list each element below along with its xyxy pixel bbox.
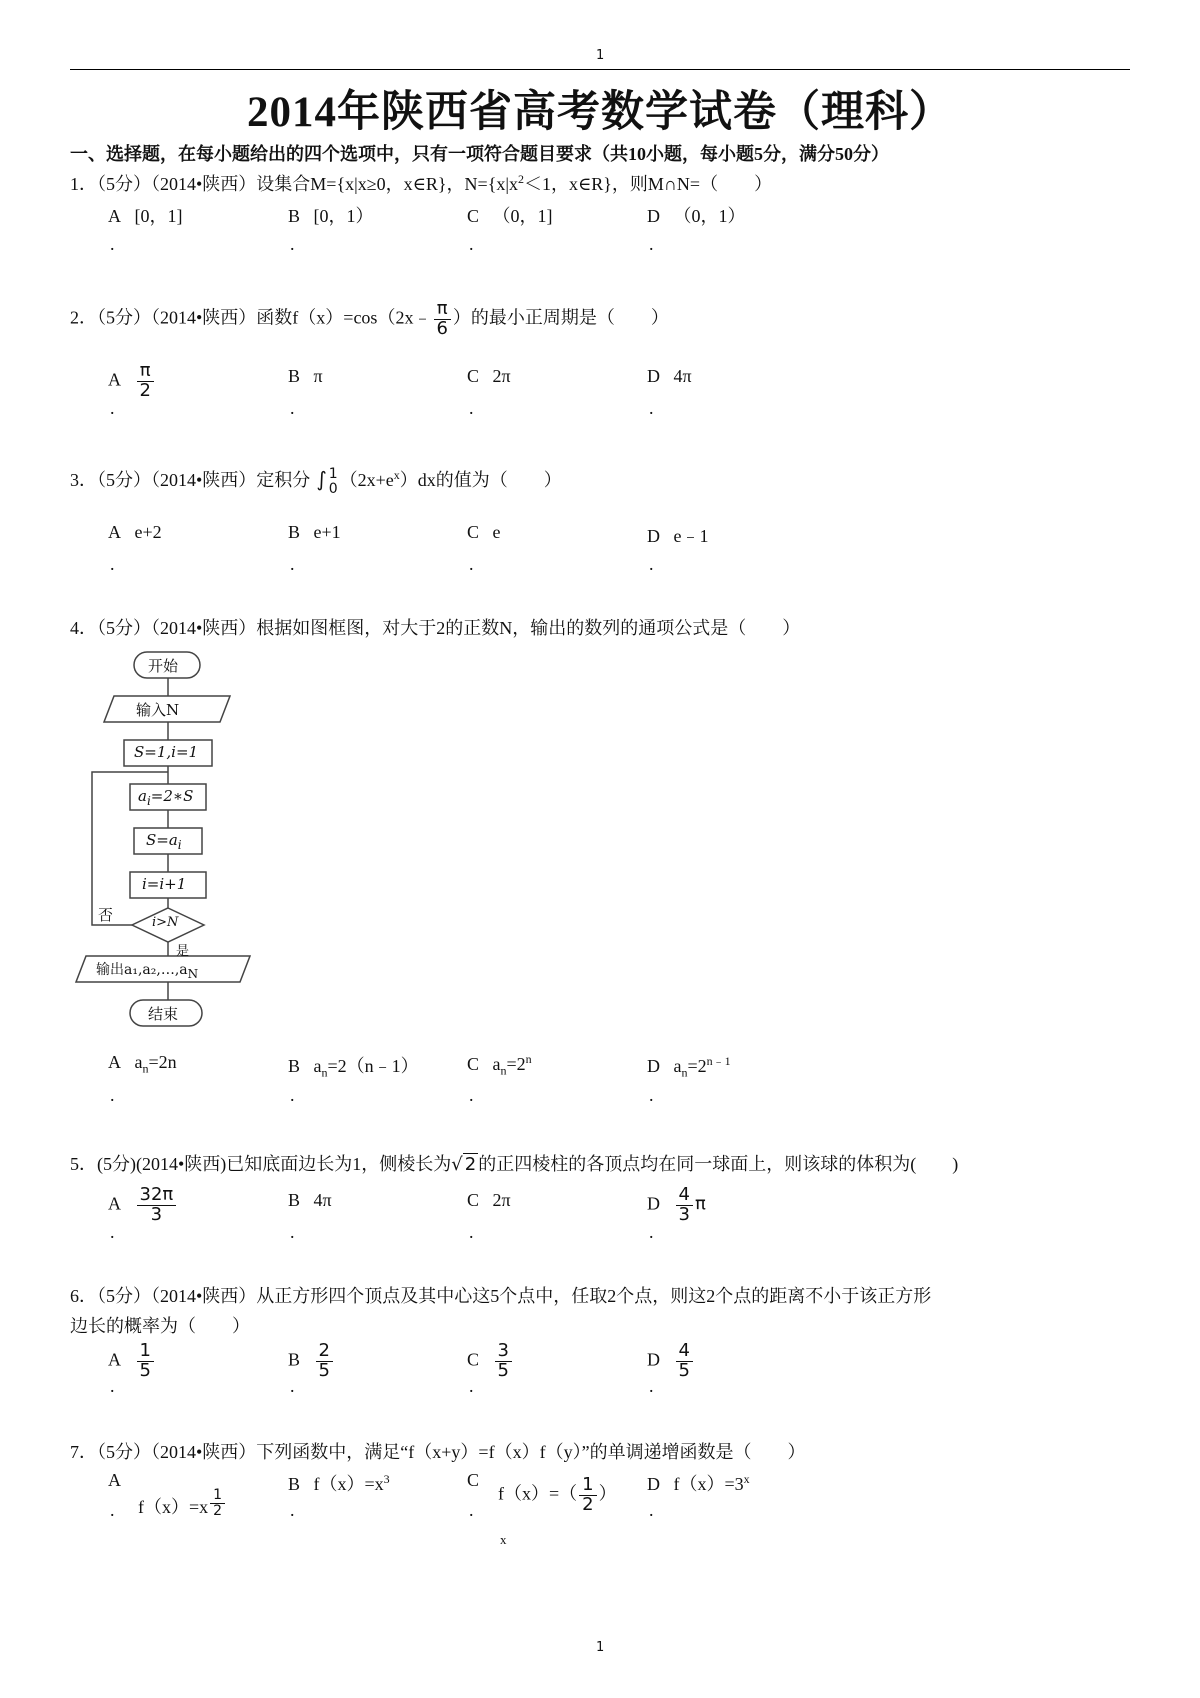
question-5-post: 的正四棱柱的各顶点均在同一球面上，则该球的体积为( ) bbox=[478, 1154, 959, 1174]
flowchart-step1 bbox=[138, 787, 193, 808]
q7-option-c-letter[interactable]: C bbox=[467, 1470, 480, 1490]
q4-option-a[interactable] bbox=[108, 1052, 177, 1077]
q4-dot-b: . bbox=[290, 1085, 295, 1105]
step1-sub: i bbox=[146, 794, 151, 808]
q6-dot-d: . bbox=[649, 1376, 654, 1396]
fraction-denominator: 2 bbox=[139, 379, 151, 401]
question-1-sup: 2 bbox=[517, 172, 524, 186]
option-sup: n﹣1 bbox=[706, 1054, 731, 1068]
fraction-numerator: π bbox=[137, 362, 154, 382]
option-text: e+2 bbox=[134, 522, 162, 542]
option-text: f（x）=x bbox=[138, 1497, 209, 1517]
option-fraction bbox=[316, 1342, 333, 1381]
option-text: （0，1） bbox=[673, 206, 746, 226]
q7-dot-d: . bbox=[649, 1500, 654, 1520]
q2-option-b[interactable] bbox=[288, 366, 323, 387]
q5-dot-a: . bbox=[110, 1222, 115, 1242]
q6-option-c[interactable] bbox=[467, 1342, 514, 1381]
q4-option-d[interactable] bbox=[647, 1052, 731, 1081]
q2-dot-c: . bbox=[469, 398, 474, 418]
q1-dot-b: . bbox=[290, 234, 295, 254]
q3-option-d[interactable] bbox=[647, 522, 709, 548]
option-letter: C bbox=[467, 1054, 480, 1074]
sqrt-value: 2 bbox=[464, 1154, 477, 1175]
option-letter: A bbox=[108, 1193, 121, 1214]
question-3-mid: （2x+e bbox=[339, 470, 394, 490]
option-tail: =2（n﹣1） bbox=[327, 1056, 419, 1076]
question-5-pre: 5．(5分)(2014•陕西)已知底面边长为1，侧棱长为 bbox=[70, 1154, 452, 1174]
option-text: a bbox=[673, 1056, 682, 1076]
fraction-denominator: 5 bbox=[318, 1359, 330, 1381]
option-sub: n bbox=[142, 1061, 149, 1076]
option-fraction bbox=[137, 1342, 154, 1381]
option-tail: =2 bbox=[506, 1054, 526, 1074]
fraction-numerator: 3 bbox=[495, 1342, 512, 1362]
q3-option-a[interactable] bbox=[108, 522, 162, 543]
q2-dot-a: . bbox=[110, 398, 115, 418]
question-2-fraction bbox=[433, 300, 450, 339]
question-2-pre: 2．（5分）（2014•陕西）函数f（x）=cos（2x﹣ bbox=[70, 307, 432, 328]
flowchart-step2 bbox=[146, 831, 182, 852]
option-letter: C bbox=[467, 366, 480, 386]
question-1-pre: 1．（5分）（2014•陕西）设集合M={x|x≥0，x∈R}，N={x|x bbox=[70, 174, 518, 194]
flowchart-yes: 是 bbox=[176, 944, 190, 959]
flowchart-no: 否 bbox=[98, 906, 114, 924]
option-text: 4π bbox=[673, 366, 692, 386]
flowchart-input: 输入N bbox=[136, 701, 180, 719]
page-title: 2014年陕西省高考数学试卷（理科） bbox=[247, 89, 953, 136]
q6-option-a[interactable] bbox=[108, 1342, 156, 1381]
header-rule bbox=[70, 69, 1130, 70]
option-letter: C bbox=[467, 1190, 480, 1210]
q7-option-a[interactable] bbox=[138, 1488, 227, 1519]
fraction-numerator: 1 bbox=[579, 1476, 596, 1496]
q3-dot-b: . bbox=[290, 554, 295, 574]
q3-dot-d: . bbox=[649, 554, 654, 574]
option-letter: D bbox=[647, 1056, 660, 1076]
option-sub: n bbox=[681, 1065, 688, 1080]
option-letter: B bbox=[288, 1056, 301, 1076]
option-letter: D bbox=[647, 366, 660, 386]
option-text: a bbox=[313, 1056, 322, 1076]
option-text: a bbox=[492, 1054, 501, 1074]
q6-option-b[interactable] bbox=[288, 1342, 335, 1381]
fraction-numerator: 1 bbox=[137, 1342, 154, 1362]
option-text: 4π bbox=[313, 1190, 332, 1210]
option-text: e bbox=[492, 522, 501, 542]
option-letter: B bbox=[288, 522, 301, 542]
flowchart-init: S=1,i=1 bbox=[134, 743, 199, 761]
flowchart-step3: i=i+1 bbox=[142, 875, 187, 893]
fraction-denominator: 5 bbox=[678, 1359, 690, 1381]
q6-dot-a: . bbox=[110, 1376, 115, 1396]
question-2-post: ）的最小正周期是（ ） bbox=[452, 307, 669, 328]
q2-option-d[interactable] bbox=[647, 366, 692, 387]
option-letter: B bbox=[288, 1349, 301, 1370]
fraction-denominator: 2 bbox=[582, 1493, 594, 1515]
q7-dot-c: . bbox=[469, 1500, 474, 1520]
integral-bounds bbox=[329, 467, 338, 496]
q3-dot-a: . bbox=[110, 554, 115, 574]
question-4: 4．（5分）（2014•陕西）根据如图框图，对大于2的正数N，输出的数列的通项公式是（ ） bbox=[70, 618, 801, 638]
q1-option-d[interactable] bbox=[647, 202, 746, 228]
option-letter: C bbox=[467, 206, 480, 226]
step2-var: S=a bbox=[146, 831, 178, 849]
option-text: a bbox=[134, 1052, 143, 1072]
q1-option-c[interactable] bbox=[467, 202, 553, 228]
q6-dot-b: . bbox=[290, 1376, 295, 1396]
q5-option-b[interactable] bbox=[288, 1190, 332, 1211]
flowchart-output bbox=[96, 959, 198, 981]
question-1-post: ＜1，x∈R}，则M∩N=（ ） bbox=[523, 174, 773, 194]
fraction-numerator: π bbox=[434, 300, 451, 320]
option-letter: C bbox=[467, 522, 480, 542]
option-text: （0，1] bbox=[492, 206, 553, 226]
option-letter: B bbox=[288, 366, 301, 386]
output-sub: N bbox=[187, 966, 199, 981]
option-tail: =2n bbox=[148, 1052, 177, 1072]
option-fraction bbox=[676, 1342, 693, 1381]
flowchart-end: 结束 bbox=[148, 1005, 179, 1023]
step1-var: a bbox=[138, 787, 147, 805]
q4-dot-d: . bbox=[649, 1085, 654, 1105]
question-7: 7．（5分）（2014•陕西）下列函数中，满足“f（x+y）=f（x）f（y）”的单调递增函数是（ ） bbox=[70, 1442, 806, 1462]
integral-lower: 0 bbox=[328, 480, 338, 497]
option-letter: D bbox=[647, 206, 660, 226]
integral-sign: ∫ bbox=[316, 467, 327, 491]
question-3-pre: 3．（5分）（2014•陕西）定积分 bbox=[70, 470, 311, 490]
fraction-numerator: 1 bbox=[210, 1488, 225, 1504]
q3-option-c[interactable] bbox=[467, 522, 501, 543]
option-letter: A bbox=[108, 1052, 121, 1072]
option-fraction bbox=[676, 1186, 693, 1225]
q7-option-a-letter[interactable]: A bbox=[108, 1470, 121, 1490]
option-text: [0，1] bbox=[134, 206, 183, 226]
q4-dot-a: . bbox=[110, 1085, 115, 1105]
fraction-denominator: 5 bbox=[497, 1359, 509, 1381]
option-text: 2π bbox=[492, 1190, 511, 1210]
option-text: f（x）=3 bbox=[673, 1474, 744, 1494]
q6-dot-c: . bbox=[469, 1376, 474, 1396]
step2-sub: i bbox=[177, 838, 182, 852]
option-sup: n bbox=[525, 1052, 532, 1066]
option-sub: n bbox=[321, 1065, 328, 1080]
q5-dot-c: . bbox=[469, 1222, 474, 1242]
q1-option-b[interactable] bbox=[288, 202, 374, 228]
q7-dot-b: . bbox=[290, 1500, 295, 1520]
option-text: f（x）=x bbox=[313, 1474, 384, 1494]
q4-dot-c: . bbox=[469, 1085, 474, 1105]
option-text: π bbox=[313, 366, 323, 386]
option-letter: D bbox=[647, 526, 660, 546]
fraction-denominator: 2 bbox=[213, 1502, 223, 1519]
q3-option-b[interactable] bbox=[288, 522, 341, 543]
output-text: 输出a₁,a₂,…,a bbox=[96, 962, 188, 978]
step1-tail: =2∗S bbox=[150, 787, 194, 805]
option-text: 2π bbox=[492, 366, 511, 386]
q7-option-b[interactable] bbox=[288, 1470, 390, 1496]
option-letter: C bbox=[467, 1349, 480, 1370]
q2-option-c[interactable] bbox=[467, 366, 511, 387]
flowchart-cond: i>N bbox=[152, 915, 179, 930]
option-tail: =2 bbox=[687, 1056, 707, 1076]
fraction-denominator: 5 bbox=[139, 1359, 151, 1381]
q5-option-a[interactable] bbox=[108, 1186, 178, 1225]
flowchart bbox=[72, 650, 272, 1030]
fraction-denominator: 6 bbox=[436, 317, 448, 339]
q5-dot-d: . bbox=[649, 1222, 654, 1242]
section-heading: 一、选择题，在每小题给出的四个选项中，只有一项符合题目要求（共10小题，每小题5分，满分50分） bbox=[70, 144, 889, 164]
option-tail: π bbox=[694, 1193, 706, 1215]
question-6-line2: 边长的概率为（ ） bbox=[70, 1316, 250, 1336]
q4-option-b[interactable] bbox=[288, 1052, 419, 1081]
q2-dot-d: . bbox=[649, 398, 654, 418]
q3-dot-c: . bbox=[469, 554, 474, 574]
option-fraction bbox=[495, 1342, 512, 1381]
option-text: e+1 bbox=[313, 522, 341, 542]
fraction-denominator: 3 bbox=[150, 1203, 163, 1225]
option-letter: D bbox=[647, 1193, 660, 1214]
fraction-numerator: 4 bbox=[676, 1186, 693, 1206]
integral-upper: 1 bbox=[328, 466, 338, 483]
option-exponent-fraction bbox=[210, 1488, 225, 1518]
fraction-numerator: 2 bbox=[316, 1342, 333, 1362]
option-letter: D bbox=[647, 1349, 660, 1370]
option-text: e﹣1 bbox=[673, 526, 709, 546]
option-sup: x bbox=[743, 1472, 750, 1486]
q2-dot-b: . bbox=[290, 398, 295, 418]
option-fraction bbox=[137, 362, 154, 401]
sqrt-sign: √ bbox=[451, 1154, 463, 1175]
option-letter: B bbox=[288, 206, 301, 226]
q1-dot-c: . bbox=[469, 234, 474, 254]
question-6-line1: 6．（5分）（2014•陕西）从正方形四个顶点及其中心这5个点中，任取2个点，则这2个点的距离不小于该正方形 bbox=[70, 1286, 932, 1306]
q1-dot-d: . bbox=[649, 234, 654, 254]
fraction-numerator: 4 bbox=[676, 1342, 693, 1362]
question-5 bbox=[70, 1150, 958, 1176]
question-1 bbox=[70, 170, 772, 196]
q7-option-c-exponent: x bbox=[500, 1532, 507, 1547]
q5-option-d[interactable] bbox=[647, 1186, 706, 1225]
option-letter: D bbox=[647, 1474, 660, 1494]
page-number-top: 1 bbox=[596, 48, 605, 63]
fraction-denominator: 3 bbox=[678, 1203, 690, 1225]
option-text: f（x）=（ bbox=[498, 1483, 578, 1504]
option-letter: A bbox=[108, 206, 121, 226]
flowchart-start: 开始 bbox=[148, 657, 179, 675]
q5-dot-b: . bbox=[290, 1222, 295, 1242]
option-fraction bbox=[137, 1186, 177, 1225]
q5-option-c[interactable] bbox=[467, 1190, 511, 1211]
q7-dot-a: . bbox=[110, 1500, 115, 1520]
question-3 bbox=[70, 466, 562, 497]
q1-option-a[interactable] bbox=[108, 202, 183, 228]
option-letter: A bbox=[108, 369, 121, 390]
q4-option-c[interactable] bbox=[467, 1052, 532, 1079]
option-letter: B bbox=[288, 1190, 301, 1210]
fraction-numerator: 32π bbox=[137, 1186, 177, 1206]
q1-dot-a: . bbox=[110, 234, 115, 254]
question-3-post: ）dx的值为（ ） bbox=[399, 470, 562, 490]
option-sup: 3 bbox=[383, 1472, 390, 1486]
option-fraction bbox=[579, 1476, 596, 1515]
q6-option-d[interactable] bbox=[647, 1342, 695, 1381]
option-letter: B bbox=[288, 1474, 301, 1494]
q7-option-d[interactable] bbox=[647, 1470, 750, 1496]
question-3-sup: x bbox=[393, 468, 400, 482]
question-2 bbox=[70, 300, 669, 339]
page-number-bottom: 1 bbox=[596, 1640, 605, 1655]
option-sub: n bbox=[500, 1063, 507, 1078]
option-tail: ） bbox=[598, 1483, 617, 1504]
q7-option-c[interactable] bbox=[498, 1476, 617, 1515]
q2-option-a[interactable] bbox=[108, 362, 156, 401]
option-text: [0，1） bbox=[313, 206, 374, 226]
option-letter: A bbox=[108, 522, 121, 542]
option-letter: A bbox=[108, 1349, 121, 1370]
